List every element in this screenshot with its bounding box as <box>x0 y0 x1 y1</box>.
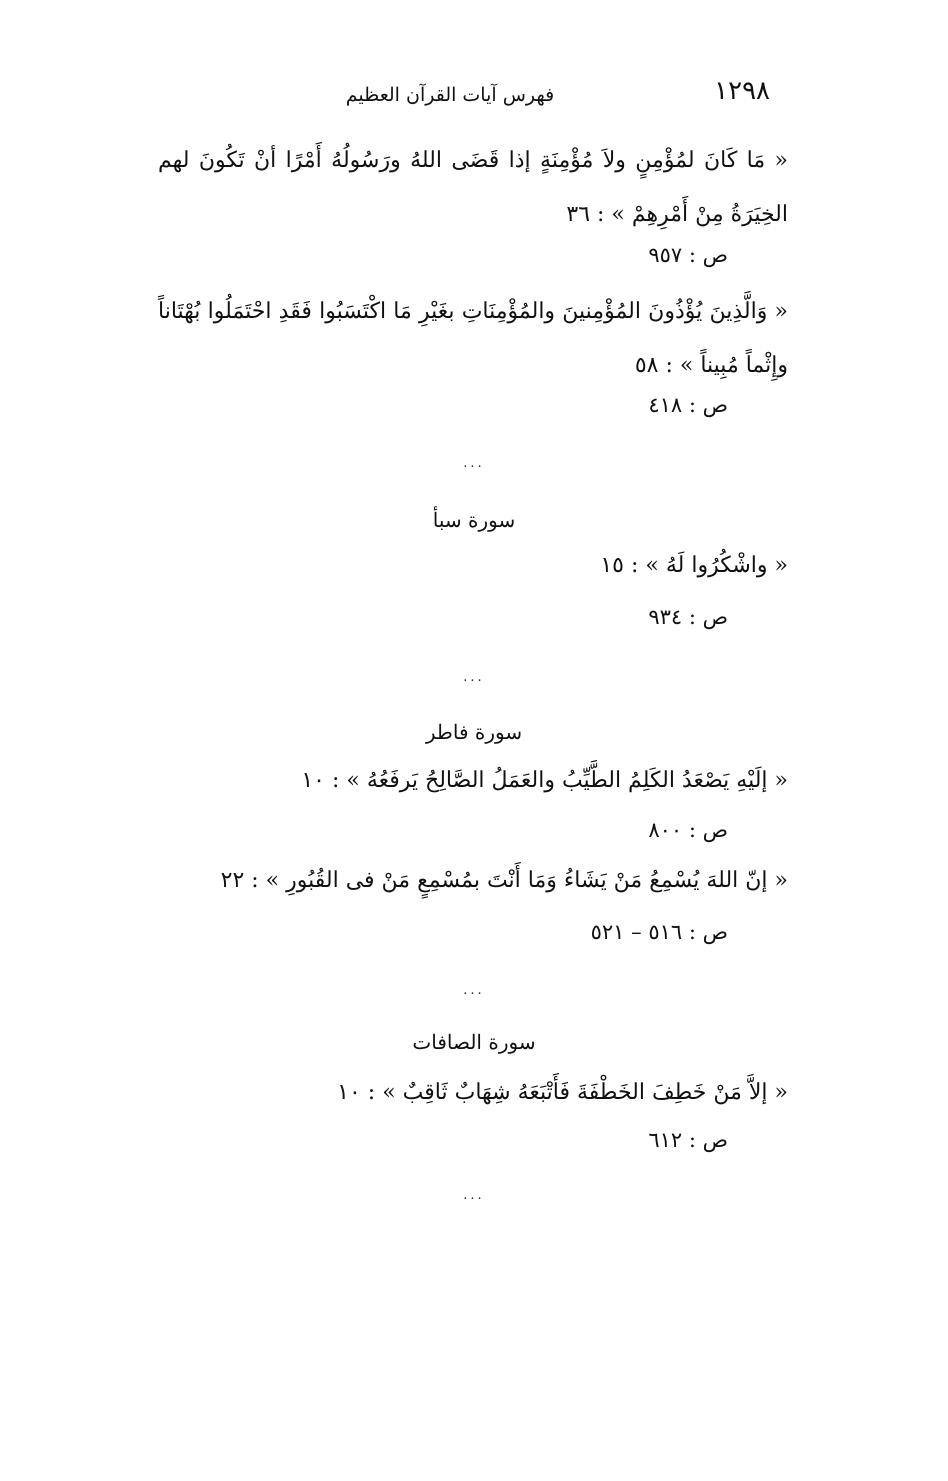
section-divider: ... <box>463 456 485 471</box>
page-reference: ص : ٦١٢ <box>648 1128 728 1152</box>
verse-text: « إلَيْهِ يَصْعَدُ الكَلِمُ الطَّيِّبُ والعَمَلُ الصَّالِحُ يَرفَعُهُ » : ١٠ <box>301 768 788 793</box>
section-divider: ... <box>463 670 485 685</box>
verse-text: « إنّ اللهَ يُسْمِعُ مَنْ يَشَاءُ وَمَا أَنْتَ بمُسْمِعٍ مَنْ فى القُبُورِ » : ٢٢ <box>220 868 788 893</box>
section-divider: ... <box>463 1188 485 1203</box>
verse-text: « وَالَّذِينَ يُؤْذُونَ المُؤْمِنينَ والمُؤْمِنَاتِ بغَيْرِ مَا اكْتَسَبُوا فَقَدِ احْتَمَلُوا بُهْتَاناً وإِثْماً مُبِيناً » : ٥٨ <box>158 299 788 378</box>
verse-text: « إلاَّ مَنْ خَطِفَ الخَطْفَةَ فَأَتْبَعَهُ شِهَابٌ ثَاقِبٌ » : ١٠ <box>337 1080 788 1105</box>
verse-text: « واشْكُرُوا لَهُ » : ١٥ <box>600 553 788 578</box>
page-reference: ص : ٩٣٤ <box>648 605 728 629</box>
surah-title: سورة فاطر <box>425 720 523 744</box>
section-divider: ... <box>463 983 485 998</box>
running-title: فهرس آيات القرآن العظيم <box>345 84 555 106</box>
page-reference: ص : ٨٠٠ <box>648 818 728 842</box>
verse-entry <box>158 285 788 393</box>
page-reference: ص : ٤١٨ <box>648 393 728 417</box>
page-reference: ص : ٥١٦ – ٥٢١ <box>590 920 728 944</box>
surah-title: سورة سبأ <box>432 508 516 532</box>
verse-text: « مَا كَانَ لمُؤْمِنٍ ولاَ مُؤْمِنَةٍ إذا قَضَى اللهُ ورَسُولُهُ أَمْرًا أنْ تَكُونَ لهم الخِيَرَةُ مِنْ أَمْرِهِمْ » : ٣٦ <box>158 148 788 227</box>
verse-entry <box>158 134 788 242</box>
page-header <box>130 76 770 116</box>
page-number: ١٢٩٨ <box>714 76 770 106</box>
page-reference: ص : ٩٥٧ <box>648 243 728 267</box>
surah-title: سورة الصافات <box>412 1030 536 1054</box>
